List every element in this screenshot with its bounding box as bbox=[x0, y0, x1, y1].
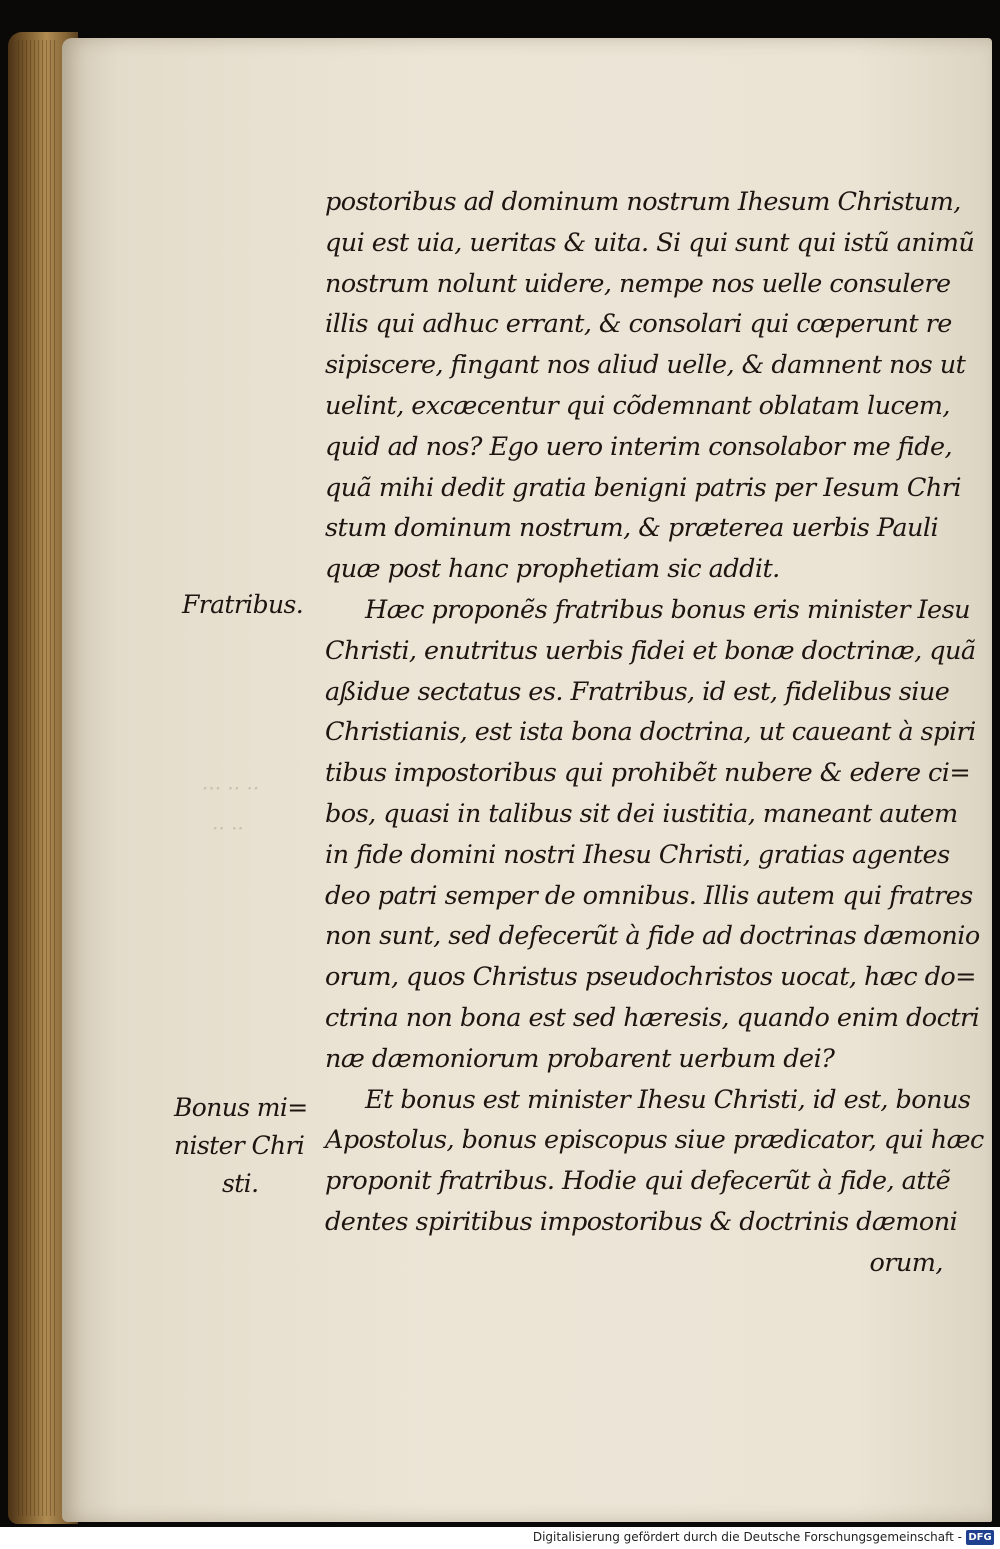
text-line: uelint, excæcentur qui cõdemnant oblatam lucem, bbox=[325, 390, 950, 421]
text-line: orum, quos Christus pseudochristos uocat, hæc do= bbox=[325, 962, 976, 993]
dfg-logo: DFG bbox=[966, 1530, 994, 1545]
catchword: orum, bbox=[869, 1247, 943, 1278]
text-line: tibus impostoribus qui prohibẽt nubere & edere ci= bbox=[325, 758, 971, 789]
margin-note-fratribus bbox=[182, 586, 303, 624]
text-line: Hæc proponẽs fratribus bonus eris minister Iesu bbox=[365, 594, 971, 625]
text-line: nostrum nolunt uidere, nempe nos uelle consulere bbox=[325, 268, 951, 299]
text-line: deo patri semper de omnibus. Illis autem qui fratres bbox=[325, 880, 973, 911]
body-text bbox=[325, 182, 984, 1284]
text-line: non sunt, sed defecerũt à fide ad doctrinas dæmonio bbox=[325, 921, 980, 952]
text-line: sipiscere, fingant nos aliud uelle, & damnent nos ut bbox=[325, 350, 966, 381]
text-line: ctrina non bona est sed hæresis, quando enim doctri bbox=[325, 1002, 980, 1033]
text-line: quæ post hanc prophetiam sic addit. bbox=[325, 554, 780, 585]
text-line: proponit fratribus. Hodie qui defecerũt à fide, attẽ bbox=[325, 1166, 951, 1197]
text-line: Christi, enutritus uerbis fidei et bonæ doctrinæ, quã bbox=[325, 635, 976, 666]
funding-credit: Digitalisierung gefördert durch die Deutsche Forschungsgemeinschaft - bbox=[532, 1530, 962, 1544]
footer-bar bbox=[0, 1527, 1000, 1549]
text-line: postoribus ad dominum nostrum Ihesum Christum, bbox=[325, 187, 961, 217]
text-line: Et bonus est minister Ihesu Christi, id est, bonus bbox=[365, 1084, 971, 1115]
text-line: Apostolus, bonus episcopus siue prædicator, qui hæc bbox=[325, 1125, 984, 1156]
book-edge-pages bbox=[18, 40, 58, 1516]
text-line: Christianis, est ista bona doctrina, ut caueant à spiri bbox=[325, 717, 976, 748]
text-line: stum dominum nostrum, & præterea uerbis Pauli bbox=[325, 513, 939, 544]
margin-note-line: sti. bbox=[222, 1169, 259, 1198]
margin-note-line: nister Chri bbox=[174, 1131, 305, 1160]
text-line: qui est uia, ueritas & uita. Si qui sunt qui istũ animũ bbox=[325, 227, 975, 258]
bleed-through-mark: ··· ·· ·· bbox=[202, 776, 260, 800]
text-line: bos, quasi in talibus sit dei iustitia, maneant autem bbox=[325, 798, 958, 829]
margin-note-line: Fratribus. bbox=[182, 590, 304, 619]
bleed-through-mark: ·· ·· bbox=[212, 816, 244, 840]
text-line: næ dæmoniorum probarent uerbum dei? bbox=[325, 1043, 835, 1074]
text-line: aßidue sectatus es. Fratribus, id est, fidelibus siue bbox=[325, 676, 950, 707]
text-line: quid ad nos? Ego uero interim consolabor me fide, bbox=[325, 431, 953, 462]
text-line: quã mihi dedit gratia benigni patris per Iesum Chri bbox=[325, 472, 961, 503]
text-line: dentes spiritibus impostoribus & doctrinis dæmoni bbox=[325, 1206, 958, 1237]
text-line: in fide domini nostri Ihesu Christi, gratias agentes bbox=[325, 839, 950, 870]
margin-note-line: Bonus mi= bbox=[174, 1093, 308, 1122]
margin-note-bonus-minister bbox=[174, 1089, 308, 1203]
text-line: illis qui adhuc errant, & consolari qui cœperunt re bbox=[325, 309, 952, 340]
